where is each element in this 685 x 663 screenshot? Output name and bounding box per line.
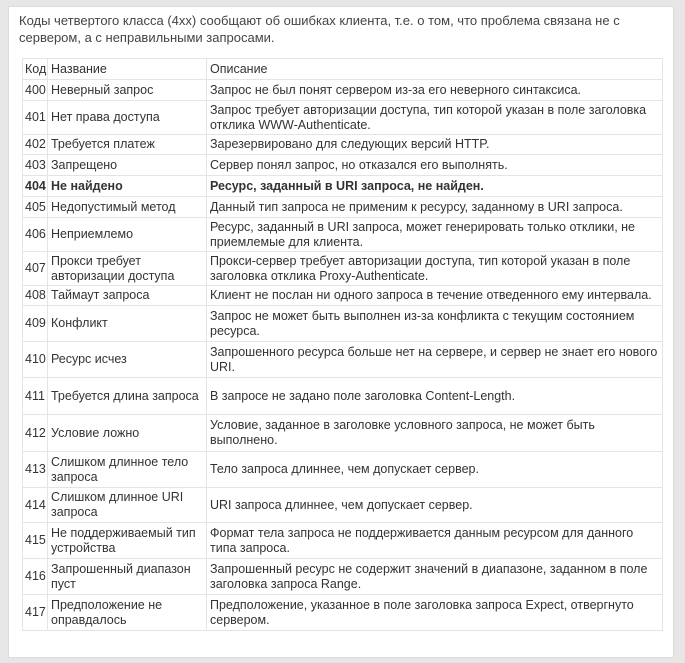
status-description-cell: URI запроса длиннее, чем допускает сервер. (207, 488, 663, 523)
status-name-cell: Прокси требует авторизации доступа (48, 252, 207, 286)
content-card (8, 6, 674, 658)
table-row (23, 80, 663, 101)
status-name-cell: Слишком длинное URI запроса (48, 488, 207, 523)
status-code-cell: 416 (23, 559, 48, 595)
table-row (23, 452, 663, 488)
status-name-cell: Запрещено (48, 155, 207, 176)
status-description-cell: Запрос не был понят сервером из-за его неверного синтаксиса. (207, 80, 663, 101)
status-code-cell: 415 (23, 523, 48, 559)
table-row (23, 101, 663, 135)
header-name: Название (48, 59, 207, 80)
status-code-cell: 414 (23, 488, 48, 523)
status-description-cell: Тело запроса длиннее, чем допускает сервер. (207, 452, 663, 488)
status-name-cell: Неверный запрос (48, 80, 207, 101)
table-row (23, 155, 663, 176)
table-row (23, 176, 663, 197)
status-description-cell: Формат тела запроса не поддерживается данным ресурсом для данного типа запроса. (207, 523, 663, 559)
status-name-cell: Предположение не оправдалось (48, 595, 207, 631)
status-name-cell: Условие ложно (48, 415, 207, 452)
table-row (23, 252, 663, 286)
status-description-cell: Запрошенный ресурс не содержит значений в диапазоне, заданном в поле заголовка запроса Range. (207, 559, 663, 595)
status-description-cell: Запрошенного ресурса больше нет на сервере, и сервер не знает его нового URI. (207, 342, 663, 378)
status-name-cell: Конфликт (48, 306, 207, 342)
status-name-cell: Требуется длина запроса (48, 378, 207, 415)
intro-text: Коды четвертого класса (4xx) сообщают об ошибках клиента, т.е. о том, что проблема связана не с сервером, а с неправильными запросами. (19, 13, 620, 45)
status-name-cell: Не поддерживаемый тип устройства (48, 523, 207, 559)
status-code-cell: 403 (23, 155, 48, 176)
status-code-cell: 417 (23, 595, 48, 631)
table-row (23, 559, 663, 595)
status-description-cell: Запрос требует авторизации доступа, тип которой указан в поле заголовка отклика WWW-Authenticate. (207, 101, 663, 135)
status-name-cell: Таймаут запроса (48, 286, 207, 306)
status-name-cell: Не найдено (48, 176, 207, 197)
table-row (23, 306, 663, 342)
header-code: Код (23, 59, 48, 80)
status-code-cell: 406 (23, 218, 48, 252)
status-name-cell: Запрошенный диапазон пуст (48, 559, 207, 595)
status-description-cell: Данный тип запроса не применим к ресурсу, заданному в URI запроса. (207, 197, 663, 218)
header-description: Описание (207, 59, 663, 80)
status-code-cell: 405 (23, 197, 48, 218)
table-row (23, 415, 663, 452)
status-description-cell: Запрос не может быть выполнен из-за конфликта с текущим состоянием ресурса. (207, 306, 663, 342)
table-row (23, 378, 663, 415)
status-code-cell: 409 (23, 306, 48, 342)
status-description-cell: В запросе не задано поле заголовка Content-Length. (207, 378, 663, 415)
status-description-cell: Прокси-сервер требует авторизации доступа, тип которой указан в поле заголовка отклика Proxy-Authenticate. (207, 252, 663, 286)
status-code-cell: 402 (23, 135, 48, 155)
table-row (23, 135, 663, 155)
status-description-cell: Ресурс, заданный в URI запроса, не найден. (207, 176, 663, 197)
status-name-cell: Недопустимый метод (48, 197, 207, 218)
status-code-cell: 412 (23, 415, 48, 452)
status-description-cell: Условие, заданное в заголовке условного запроса, не может быть выполнено. (207, 415, 663, 452)
status-code-cell: 400 (23, 80, 48, 101)
table-header-row (23, 59, 663, 80)
table-row (23, 197, 663, 218)
status-description-cell: Сервер понял запрос, но отказался его выполнять. (207, 155, 663, 176)
status-description-cell: Зарезервировано для следующих версий HTTP. (207, 135, 663, 155)
status-name-cell: Слишком длинное тело запроса (48, 452, 207, 488)
table-row (23, 218, 663, 252)
status-description-cell: Клиент не послан ни одного запроса в течение отведенного ему интервала. (207, 286, 663, 306)
status-name-cell: Ресурс исчез (48, 342, 207, 378)
table-row (23, 286, 663, 306)
status-name-cell: Нет права доступа (48, 101, 207, 135)
status-code-cell: 408 (23, 286, 48, 306)
status-codes-table (22, 58, 663, 631)
status-name-cell: Неприемлемо (48, 218, 207, 252)
status-code-cell: 404 (23, 176, 48, 197)
table-row (23, 488, 663, 523)
status-code-cell: 410 (23, 342, 48, 378)
status-code-cell: 401 (23, 101, 48, 135)
status-description-cell: Ресурс, заданный в URI запроса, может генерировать только отклики, не приемлемые для клиента. (207, 218, 663, 252)
status-code-cell: 413 (23, 452, 48, 488)
status-code-cell: 407 (23, 252, 48, 286)
table-row (23, 595, 663, 631)
table-row (23, 342, 663, 378)
table-row (23, 523, 663, 559)
status-name-cell: Требуется платеж (48, 135, 207, 155)
status-code-cell: 411 (23, 378, 48, 415)
status-description-cell: Предположение, указанное в поле заголовка запроса Expect, отвергнуто сервером. (207, 595, 663, 631)
